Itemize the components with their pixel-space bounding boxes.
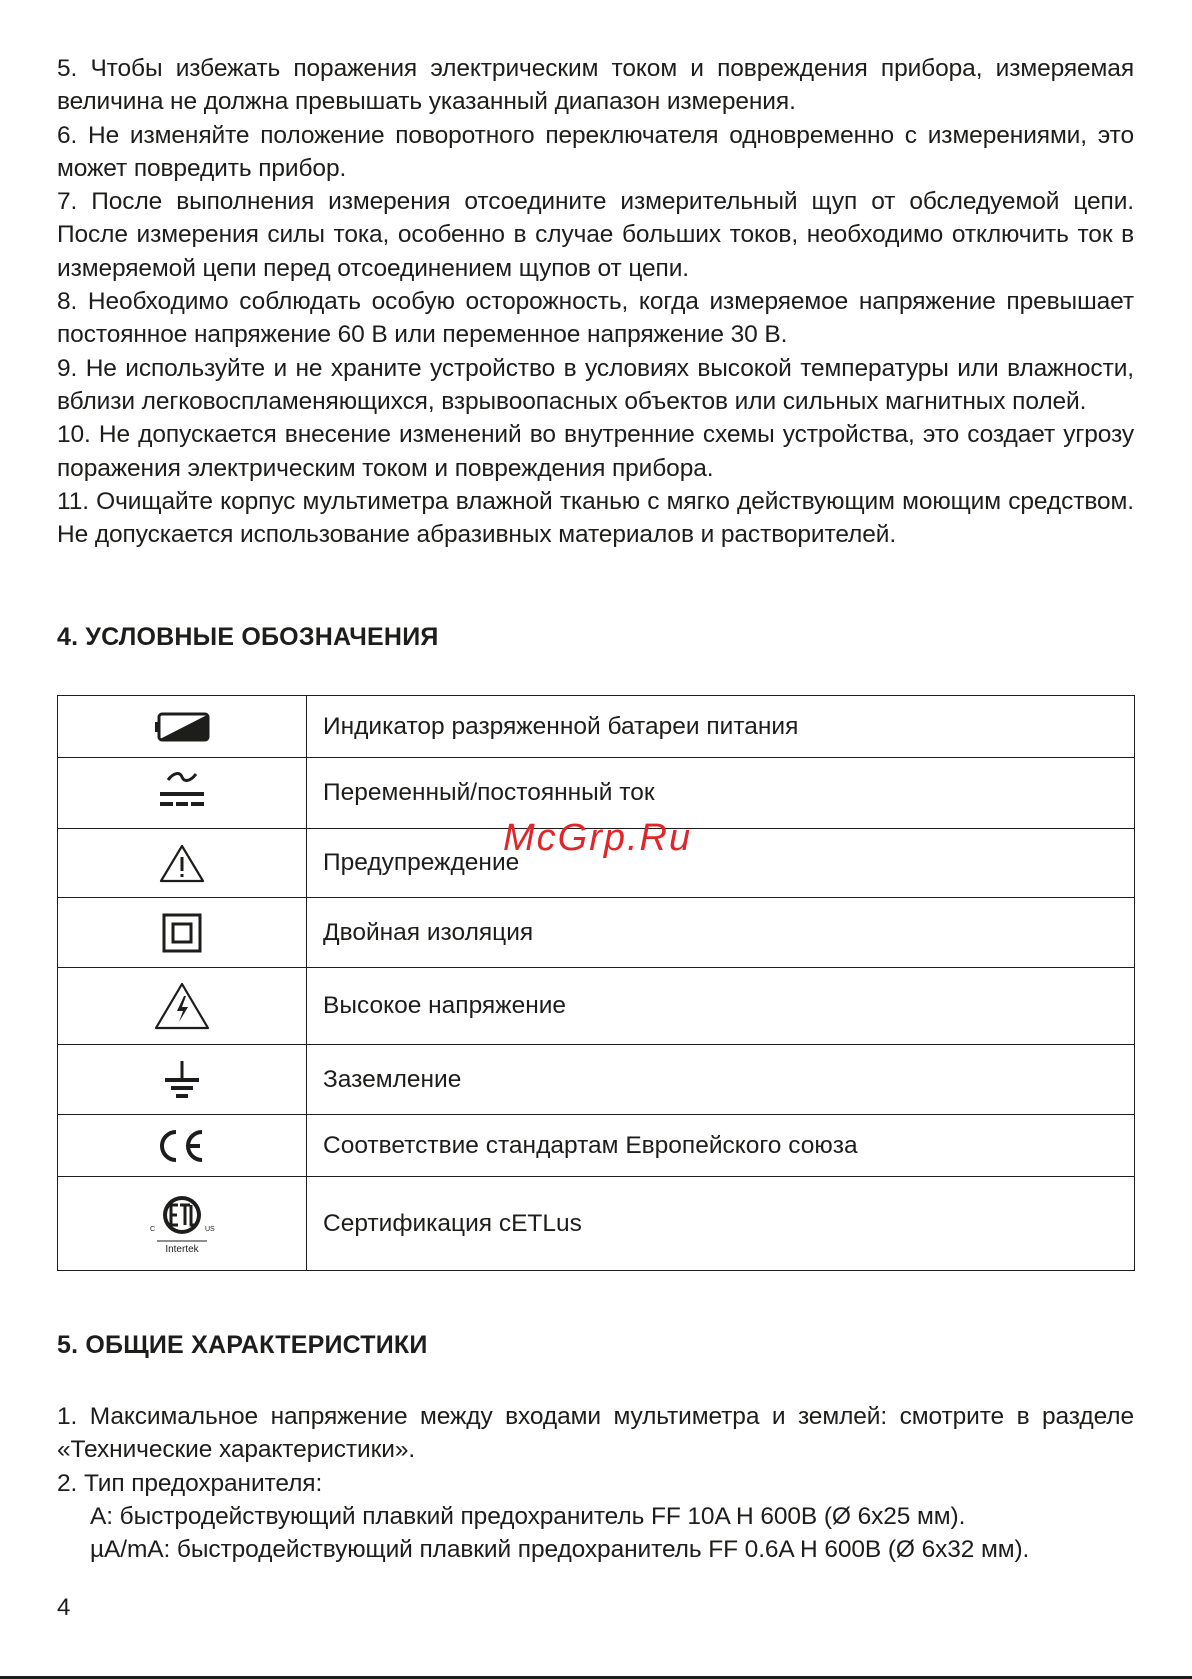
fuse-ua-ma: µA/mA: быстродействующий плавкий предохранитель FF 0.6A H 600В (Ø 6x32 мм). bbox=[90, 1536, 1030, 1564]
warning-icon bbox=[159, 843, 205, 883]
ground-icon bbox=[162, 1059, 202, 1101]
rule-5: 5. Чтобы избежать поражения электрическим током и повреждения прибора, измеряемая величина не должна превышать указанный диапазон измерения. bbox=[57, 55, 1134, 116]
rule-9: 9. Не используйте и не храните устройство в условиях высокой температуры или влажности, вблизи легковоспламеняющихся, взрывоопасных объектов или сильных магнитных полей. bbox=[57, 354, 1134, 415]
ce-mark-icon bbox=[156, 1128, 208, 1164]
safety-rules bbox=[57, 52, 1134, 551]
double-insulation-icon bbox=[162, 913, 202, 953]
section-5-heading: 5. ОБЩИЕ ХАРАКТЕРИСТИКИ bbox=[57, 1331, 428, 1359]
rule-6: 6. Не изменяйте положение поворотного переключателя одновременно с измерениями, это может повредить прибор. bbox=[57, 121, 1134, 182]
table-row bbox=[58, 1115, 1135, 1177]
low-battery-icon bbox=[154, 712, 210, 742]
symbol-label: Индикатор разряженной батареи питания bbox=[307, 696, 1135, 758]
fuse-a: A: быстродействующий плавкий предохранитель FF 10A H 600В (Ø 6x25 мм). bbox=[90, 1502, 966, 1530]
general-characteristics bbox=[57, 1400, 1134, 1566]
table-row bbox=[58, 1177, 1135, 1271]
symbol-label: Заземление bbox=[307, 1045, 1135, 1115]
symbol-label: Двойная изоляция bbox=[307, 898, 1135, 968]
symbol-label: Предупреждение bbox=[307, 829, 1135, 898]
rule-10: 10. Не допускается внесение изменений во внутренние схемы устройства, это создает угрозу поражения электрическим током и повреждения прибора. bbox=[57, 421, 1134, 482]
symbol-label: Соответствие стандартам Европейского союза bbox=[307, 1115, 1135, 1177]
symbol-label: Высокое напряжение bbox=[307, 968, 1135, 1045]
svg-text:US: US bbox=[205, 1225, 215, 1233]
table-row bbox=[58, 898, 1135, 968]
cetlus-mark-icon bbox=[147, 1191, 217, 1257]
watermark: McGrp.Ru bbox=[503, 817, 693, 859]
symbol-label: Сертификация cETLus bbox=[307, 1177, 1135, 1271]
table-row bbox=[58, 1045, 1135, 1115]
table-row bbox=[58, 968, 1135, 1045]
ac-dc-icon bbox=[156, 770, 208, 816]
table-row bbox=[58, 696, 1135, 758]
high-voltage-icon bbox=[154, 982, 210, 1030]
rule-7: 7. После выполнения измерения отсоедините измерительный щуп от обследуемой цепи. После измерения силы тока, особенно в случае больших токов, необходимо отключить ток в измеряемой цепи перед отсоединением щупов от цепи. bbox=[57, 188, 1134, 282]
rule-8: 8. Необходимо соблюдать особую осторожность, когда измеряемое напряжение превышает постоянное напряжение 60 В или переменное напряжение 30 В. bbox=[57, 288, 1134, 349]
characteristic-2: 2. Тип предохранителя: bbox=[57, 1469, 323, 1497]
symbols-table bbox=[57, 695, 1135, 1271]
svg-text:C: C bbox=[150, 1225, 156, 1233]
intertek-logo-text: Intertek bbox=[165, 1243, 199, 1255]
symbol-label: Переменный/постоянный ток bbox=[307, 758, 1135, 829]
section-4-heading: 4. УСЛОВНЫЕ ОБОЗНАЧЕНИЯ bbox=[57, 623, 439, 651]
characteristic-1: 1. Максимальное напряжение между входами мультиметра и землей: смотрите в разделе «Технические характеристики». bbox=[57, 1403, 1134, 1464]
page-number: 4 bbox=[57, 1594, 71, 1621]
rule-11: 11. Очищайте корпус мультиметра влажной тканью с мягко действующим моющим средством. Не допускается использование абразивных материалов и растворителей. bbox=[57, 487, 1134, 549]
